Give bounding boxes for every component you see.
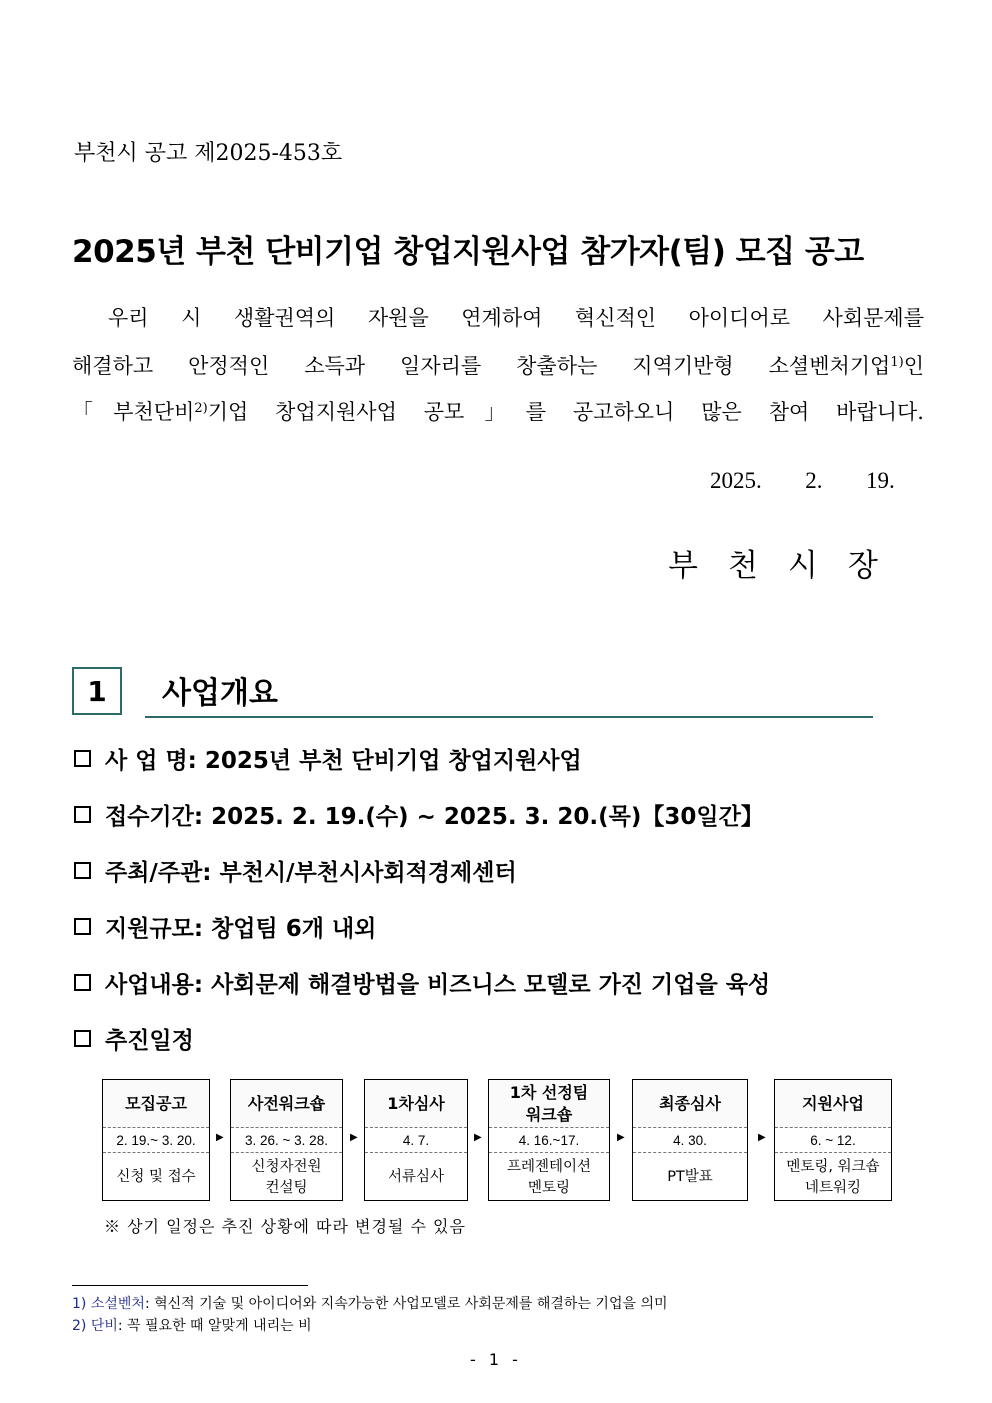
stage-title: 최종심사 (633, 1080, 747, 1128)
stage-date: 3. 26. ~ 3. 28. (231, 1128, 342, 1153)
footnote-term: 소셜벤처 (90, 1296, 145, 1312)
section-underline (145, 716, 873, 718)
stage-date: 4. 16.~17. (489, 1128, 609, 1153)
arrow-right-icon: ▶ (350, 1132, 358, 1143)
bullet-text: 주최/주관: 부천시/부천시사회적경제센터 (105, 860, 517, 886)
bullet-text: 사 업 명: 2025년 부천 단비기업 창업지원사업 (105, 748, 582, 774)
checkbox-icon (74, 862, 91, 879)
stage-title: 모집공고 (103, 1080, 209, 1128)
checkbox-icon (74, 1030, 91, 1047)
page-number: - 1 - (470, 1350, 522, 1369)
bullet-project-name (74, 742, 582, 775)
bullet-text: 접수기간: 2025. 2. 19.(수) ~ 2025. 3. 20.(목)【30일간】 (105, 804, 764, 830)
stage-description: 멘토링, 워크숍 네트워킹 (786, 1158, 880, 1196)
checkbox-icon (74, 918, 91, 935)
stage-title: 사전워크숍 (231, 1080, 342, 1128)
intro-line-3-start: 「부천단비 (72, 400, 195, 424)
arrow-right-icon: ▶ (216, 1132, 224, 1143)
schedule-stage-recruitment (102, 1079, 210, 1201)
intro-line-1: 우리 시 생활권역의 자원을 연계하여 혁신적인 아이디어로 사회문제를 (108, 306, 924, 330)
stage-title: 1차심사 (365, 1080, 467, 1128)
stage-date: 4. 30. (633, 1128, 747, 1153)
section-number: 1 (72, 667, 122, 715)
arrow-right-icon: ▶ (758, 1132, 766, 1143)
issuer-name: 부천시장 (668, 548, 908, 584)
footnote-ref-1: 1) (890, 355, 904, 370)
bullet-application-period (74, 798, 764, 831)
document-title: 2025년 부천 단비기업 창업지원사업 참가자(팀) 모집 공고 (72, 234, 864, 270)
footnote-term: 단비 (90, 1318, 118, 1334)
stage-description: 프레젠테이션 멘토링 (506, 1158, 592, 1196)
stage-description: 서류심사 (387, 1169, 445, 1185)
section-title: 사업개요 (162, 676, 278, 711)
footnote-2 (72, 1315, 312, 1335)
footnote-divider (72, 1285, 308, 1286)
stage-title: 지원사업 (775, 1080, 891, 1128)
checkbox-icon (74, 750, 91, 767)
schedule-stage-final-review (632, 1079, 748, 1201)
stage-description: 신청 및 접수 (116, 1169, 196, 1185)
checkbox-icon (74, 974, 91, 991)
arrow-right-icon: ▶ (617, 1132, 625, 1143)
footnote-ref-2: 2) (194, 401, 208, 416)
intro-line-2 (72, 350, 924, 380)
schedule-stage-support (774, 1079, 892, 1201)
footnote-text: : 혁신적 기술 및 아이디어와 지속가능한 사업모델로 사회문제를 해결하는 기업을 의미 (144, 1296, 668, 1312)
intro-line-2-text: 해결하고 안정적인 소득과 일자리를 창출하는 지역기반형 소셜벤처기업 (72, 354, 891, 378)
schedule-stage-pre-workshop (230, 1079, 343, 1201)
bullet-text: 추진일정 (105, 1028, 194, 1054)
stage-title: 1차 선정팀 워크숍 (489, 1080, 609, 1128)
footnote-mark: 2) (72, 1318, 87, 1334)
intro-line-3-text: 기업 창업지원사업 공모」를 공고하오니 많은 참여 바랍니다. (207, 400, 924, 424)
bullet-text: 사업내용: 사회문제 해결방법을 비즈니스 모델로 가진 기업을 육성 (105, 972, 771, 998)
footnote-text: : 꼭 필요한 때 알맞게 내리는 비 (117, 1318, 312, 1334)
announcement-date: 2025. 2. 19. (710, 468, 895, 493)
arrow-right-icon: ▶ (474, 1132, 482, 1143)
checkbox-icon (74, 806, 91, 823)
bullet-project-content (74, 966, 770, 999)
bullet-schedule (74, 1022, 194, 1055)
notice-number: 부천시 공고 제2025-453호 (74, 141, 343, 166)
bullet-text: 지원규모: 창업팀 6개 내외 (105, 916, 377, 942)
schedule-note: ※ 상기 일정은 추진 상황에 따라 변경될 수 있음 (104, 1217, 466, 1236)
bullet-support-scale (74, 910, 376, 943)
stage-description: PT발표 (667, 1169, 713, 1185)
intro-line-3 (72, 396, 924, 426)
bullet-organizer (74, 854, 517, 887)
stage-date: 6. ~ 12. (775, 1128, 891, 1153)
stage-description: 신청자전원 컨설팅 (251, 1158, 322, 1196)
footnote-1 (72, 1293, 668, 1313)
stage-date: 2. 19.~ 3. 20. (103, 1128, 209, 1153)
stage-date: 4. 7. (365, 1128, 467, 1153)
footnote-mark: 1) (72, 1296, 87, 1312)
intro-line-2-end: 인 (903, 354, 924, 378)
schedule-stage-workshop (488, 1079, 610, 1201)
schedule-stage-first-review (364, 1079, 468, 1201)
